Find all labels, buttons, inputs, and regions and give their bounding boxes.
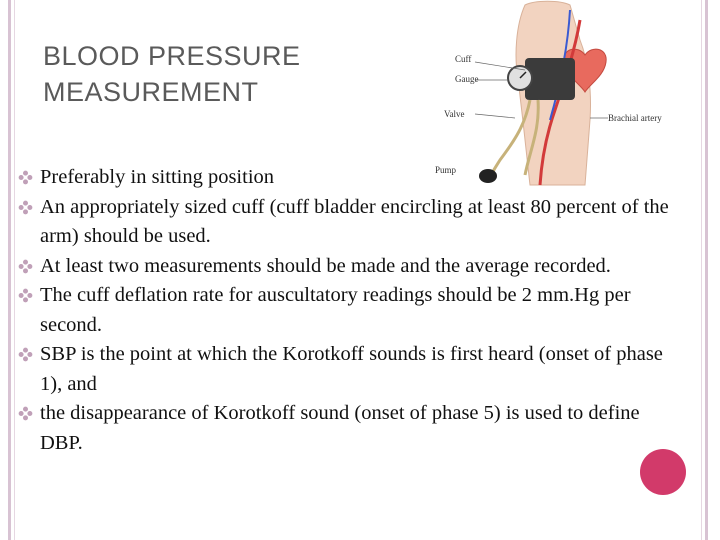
blood-pressure-diagram xyxy=(430,0,680,190)
bullet-flower-icon xyxy=(18,200,33,215)
bullet-flower-icon xyxy=(18,288,33,303)
bullet-text: SBP is the point at which the Korotkoff sounds is first heard (onset of phase 1), and xyxy=(40,343,663,395)
brachial-artery-label: Brachial artery xyxy=(608,113,662,123)
bullet-text: An appropriately sized cuff (cuff bladder encircling at least 80 percent of the arm) should be used. xyxy=(40,195,669,247)
right-border-inner xyxy=(701,0,702,540)
left-border xyxy=(8,0,11,540)
bullet-text: the disappearance of Korotkoff sound (onset of phase 5) is used to define DBP. xyxy=(40,402,640,454)
bullet-item xyxy=(20,193,670,252)
bullet-text: The cuff deflation rate for auscultatory readings should be 2 mm.Hg per second. xyxy=(40,284,631,336)
gauge-label: Gauge xyxy=(455,74,479,84)
slide-title: BLOOD PRESSURE MEASUREMENT xyxy=(43,41,301,107)
bullet-list xyxy=(20,163,670,458)
bullet-flower-icon xyxy=(18,259,33,274)
bullet-flower-icon xyxy=(18,347,33,362)
left-border-inner xyxy=(14,0,15,540)
bullet-item xyxy=(20,399,670,458)
bullet-flower-icon xyxy=(18,170,33,185)
bullet-item xyxy=(20,252,670,282)
pump-label: Pump xyxy=(435,165,457,175)
bullet-text: Preferably in sitting position xyxy=(40,166,275,188)
decorative-circle xyxy=(640,449,686,495)
cuff-label: Cuff xyxy=(455,54,472,64)
bullet-flower-icon xyxy=(18,406,33,421)
right-border xyxy=(705,0,708,540)
bullet-item xyxy=(20,281,670,340)
valve-label: Valve xyxy=(444,109,465,119)
bullet-item xyxy=(20,340,670,399)
bullet-text: At least two measurements should be made and the average recorded. xyxy=(40,254,611,277)
bullet-item xyxy=(20,163,670,193)
